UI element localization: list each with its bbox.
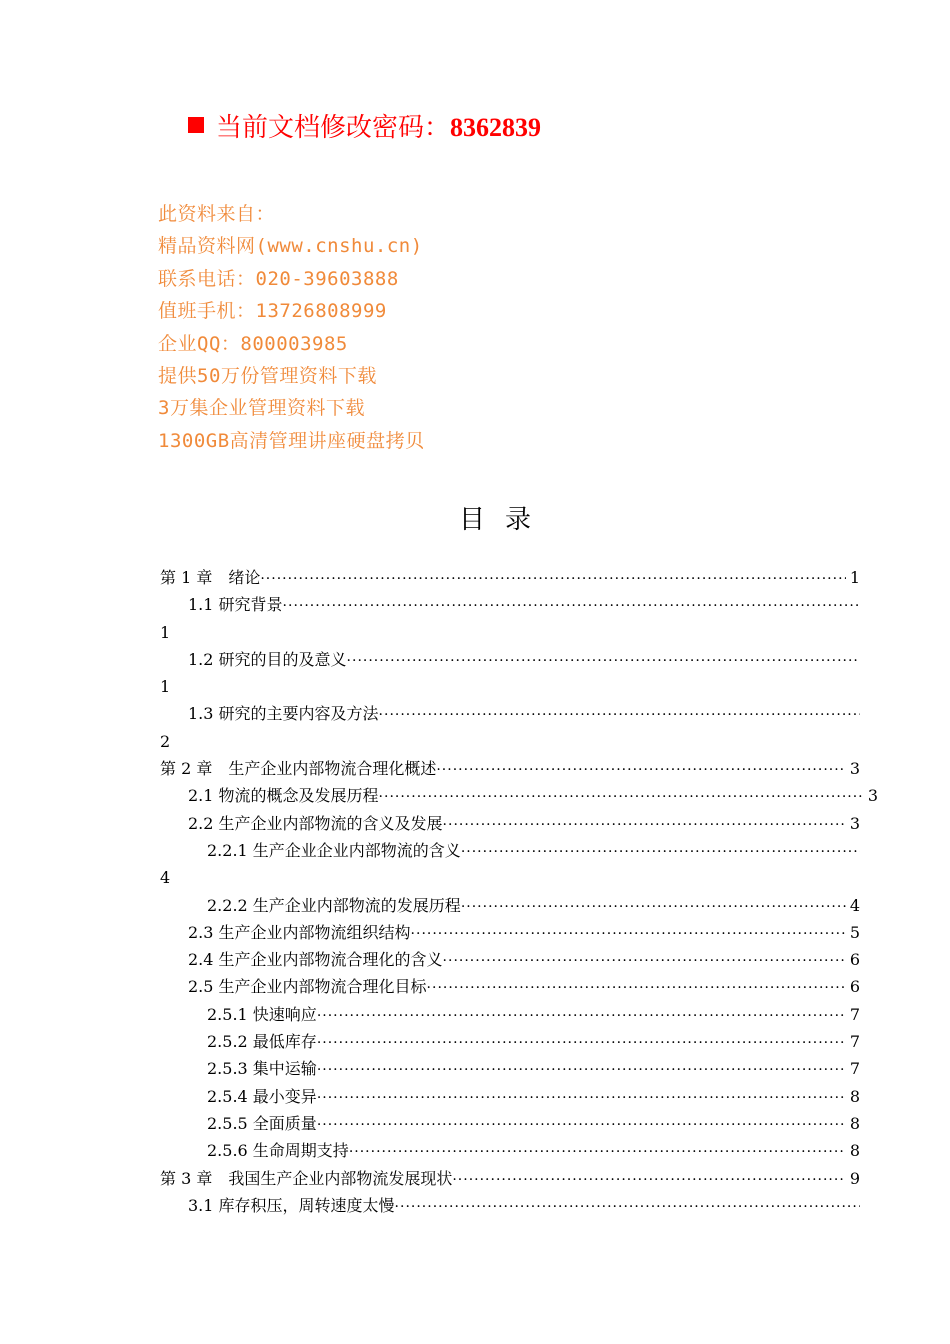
toc-entry-page: 9 [849, 1168, 860, 1188]
password-code: 8362839 [450, 113, 542, 142]
source-line: 值班手机：13726808999 [158, 300, 387, 323]
toc-entry-label: 第 3 章 我国生产企业内部物流发展现状 [160, 1168, 453, 1188]
toc-entry-label: 第 1 章 绪论 [160, 568, 261, 587]
leader-dots [395, 1194, 860, 1221]
leader-dots [443, 812, 846, 839]
leader-dots [317, 1003, 846, 1030]
leader-dots [461, 839, 860, 866]
leader-dots [260, 566, 845, 593]
source-info [158, 198, 425, 457]
leader-dots [283, 593, 860, 620]
leader-dots [427, 975, 846, 1002]
leader-dots [317, 1030, 846, 1057]
toc-entry-page: 3 [849, 759, 860, 779]
leader-dots [317, 1112, 846, 1139]
toc-entry[interactable] [160, 564, 860, 591]
source-line: 精品资料网(www.cnshu.cn) [158, 235, 423, 258]
password-notice [188, 110, 541, 146]
source-line: 此资料来自： [158, 203, 276, 225]
leader-dots [317, 1085, 846, 1112]
toc-entry-page: 1 [849, 568, 860, 587]
toc-entry-page: 3 [849, 813, 860, 833]
toc-entry-label: 2.5.2 最低库存 [207, 1032, 317, 1052]
leader-dots [452, 1167, 845, 1194]
toc-entry-label: 2.2.1 生产企业企业内部物流的含义 [207, 840, 461, 860]
toc-entry[interactable] [160, 782, 878, 809]
toc-entry[interactable] [160, 1028, 860, 1055]
toc-entry[interactable] [160, 700, 860, 727]
toc-entry[interactable] [160, 1110, 860, 1137]
leader-dots [461, 894, 846, 921]
toc-entry[interactable] [160, 1137, 860, 1164]
leader-dots [436, 757, 845, 784]
toc-entry-page: 8 [849, 1086, 860, 1106]
source-line: 1300GB高清管理讲座硬盘拷贝 [158, 429, 425, 452]
toc-entry-label: 3.1 库存积压，周转速度太慢 [188, 1195, 395, 1215]
toc-entry-label: 1.2 研究的目的及意义 [188, 649, 347, 669]
source-line: 企业QQ：800003985 [158, 332, 348, 355]
toc-entry[interactable] [160, 1001, 860, 1028]
toc-entry-label: 2.5.5 全面质量 [207, 1113, 317, 1133]
toc-entry-label: 2.5.3 集中运输 [207, 1059, 317, 1079]
toc-entry[interactable] [160, 646, 860, 673]
source-line: 联系电话：020-39603888 [158, 267, 399, 290]
leader-dots [411, 921, 846, 948]
toc-entry-label: 2.3 生产企业内部物流组织结构 [188, 922, 411, 942]
toc-entry-label: 2.4 生产企业内部物流合理化的含义 [188, 950, 443, 970]
leader-dots [443, 948, 846, 975]
source-line: 3万集企业管理资料下载 [158, 397, 365, 420]
leader-dots [349, 1139, 846, 1166]
toc-entry-page: 5 [849, 922, 860, 942]
password-label: 当前文档修改密码： [216, 113, 451, 143]
toc-entry-page: 7 [849, 1032, 860, 1052]
toc-entry-page: 1 [160, 677, 171, 697]
toc-entry-page: 8 [849, 1113, 860, 1133]
toc-entry[interactable] [160, 755, 860, 782]
toc-entry-page: 6 [849, 977, 860, 997]
toc-entry-page: 3 [867, 786, 878, 806]
toc-entry-page: 8 [849, 1141, 860, 1161]
toc-entry-label: 2.5.1 快速响应 [207, 1004, 317, 1024]
toc-entry-label: 2.1 物流的概念及发展历程 [188, 786, 379, 806]
toc-entry-page: 2 [160, 731, 171, 751]
toc-entry[interactable] [160, 1083, 860, 1110]
toc-entry-label: 2.2 生产企业内部物流的含义及发展 [188, 813, 443, 833]
toc-entry[interactable] [160, 1165, 860, 1192]
toc-entry-page: 7 [849, 1059, 860, 1079]
toc-entry-label: 2.5.4 最小变异 [207, 1086, 317, 1106]
toc-entry-label: 2.2.2 生产企业内部物流的发展历程 [207, 895, 461, 915]
toc-entry-label: 2.5.6 生命周期支持 [207, 1141, 349, 1161]
table-of-contents [160, 564, 878, 1219]
toc-entry[interactable] [160, 810, 860, 837]
source-line: 提供50万份管理资料下载 [158, 364, 377, 387]
toc-entry-label: 2.5 生产企业内部物流合理化目标 [188, 977, 427, 997]
toc-entry[interactable] [160, 919, 860, 946]
toc-entry-label: 1.1 研究背景 [188, 595, 283, 615]
toc-entry-page: 4 [849, 895, 860, 915]
toc-entry-page: 7 [849, 1004, 860, 1024]
toc-entry-label: 1.3 研究的主要内容及方法 [188, 704, 379, 724]
square-bullet-icon [188, 117, 204, 133]
toc-entry[interactable] [160, 946, 860, 973]
toc-entry-page: 4 [160, 868, 171, 888]
leader-dots [379, 784, 864, 811]
leader-dots [379, 702, 860, 729]
toc-entry[interactable] [160, 837, 860, 864]
toc-entry[interactable] [160, 892, 860, 919]
toc-entry[interactable] [160, 973, 860, 1000]
toc-entry-page: 1 [160, 622, 171, 642]
toc-entry[interactable] [160, 591, 860, 618]
leader-dots [317, 1057, 846, 1084]
toc-entry-label: 第 2 章 生产企业内部物流合理化概述 [160, 759, 437, 779]
toc-title: 目录 [458, 505, 551, 535]
toc-entry[interactable] [160, 1055, 860, 1082]
toc-entry[interactable] [160, 1192, 860, 1219]
toc-entry-page: 6 [849, 950, 860, 970]
leader-dots [347, 648, 860, 675]
